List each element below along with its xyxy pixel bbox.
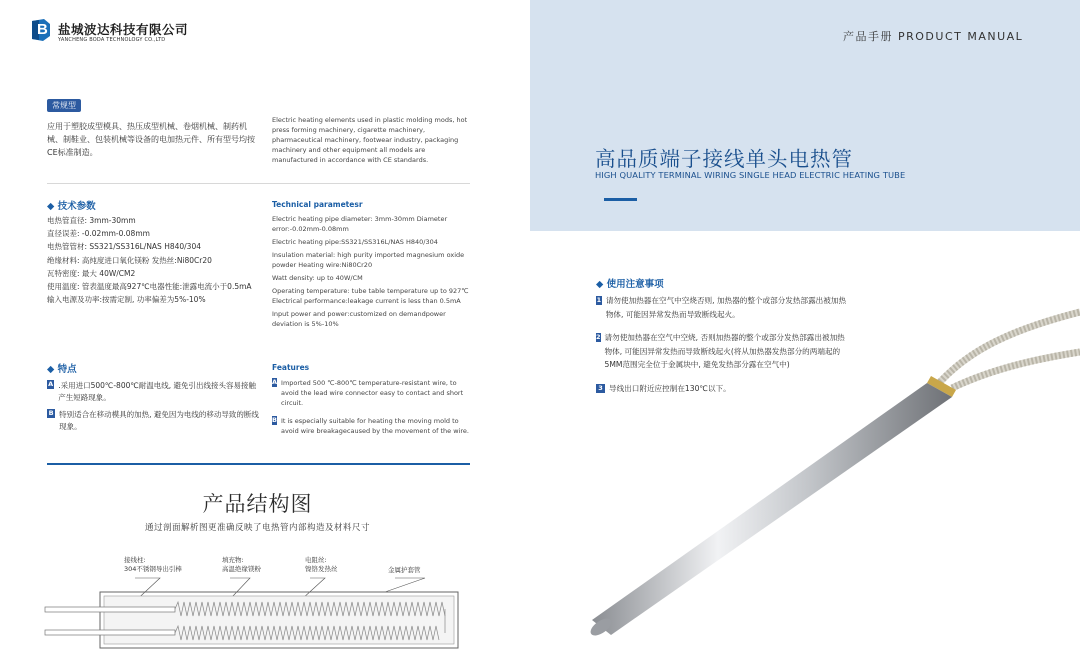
type-tag: 常规型 <box>47 99 81 112</box>
label-desc: 高温绝缘镁粉 <box>222 565 261 573</box>
logo-letter: B <box>37 21 48 38</box>
features-title-zh <box>47 361 77 375</box>
brand-name-en: YANCHENG BODA TECHNOLOGY CO.,LTD <box>58 37 166 43</box>
tech-zh-line: 使用温度: 管表温度最高927℃电器性能:泄露电流小于0.5mA <box>47 282 252 292</box>
label-desc: 镍铬发热丝 <box>305 565 338 573</box>
feature-badge: A <box>272 378 278 386</box>
tech-en-line: Electric heating pipe:SS321/SS316L/NAS H840/304 <box>272 238 438 246</box>
diamond-bullet-icon: ◆ <box>596 279 604 290</box>
tech-en-line: Electric heating pipe diameter: 3mm-30mm Diameter error:-0.02mm-0.08mm <box>272 215 448 233</box>
label-name: 电阻丝: <box>305 556 327 564</box>
tech-en-line: Operating temperature: tube table temperature up to 927℃ Electrical performance:leakage current is less than 0.5mA <box>272 287 469 305</box>
tech-list-en <box>272 214 470 329</box>
diamond-bullet-icon: ◆ <box>47 201 55 212</box>
brand-name-zh: 盐城波达科技有限公司 <box>58 22 189 37</box>
feature-badge: B <box>48 409 54 417</box>
label-name: 填充物: <box>222 556 244 564</box>
section-divider <box>47 463 470 465</box>
tech-list-zh <box>47 214 267 306</box>
note-badge: 2 <box>596 333 601 341</box>
note-text: 导线出口附近应控制在130℃以下。 <box>609 383 731 393</box>
tech-en-line: Input power and power:customized on demandpower deviation is 5%-10% <box>272 310 446 328</box>
tech-zh-line: 直径误差: -0.02mm-0.08mm <box>47 229 150 239</box>
features-list-zh <box>47 380 259 433</box>
note-text: 请勿使加热器在空气中空烧否则, 加热器的整个或部分发热部露出被加热物体, 可能因异常发热而导致断线起火。 <box>605 296 847 319</box>
structure-diagram <box>40 560 480 670</box>
tech-title-zh <box>47 198 96 212</box>
feature-text: 特别适合在移动模具的加热, 避免因为电线的移动导致的断线现象。 <box>59 410 259 431</box>
label-desc: 304不锈钢导出引棒 <box>124 565 182 573</box>
notes-title <box>596 276 664 290</box>
type-description-en: Electric heating elements used in plastic molding mods, hot press forming machinery, cigarette machinery, pharmaceutical machinery, footwear industry, packaging machinery and other equipment all models are manufactured in accordance with CE standards. <box>272 116 468 164</box>
feature-item <box>272 416 470 436</box>
feature-item <box>272 378 470 408</box>
feature-item <box>47 409 259 433</box>
feature-text: .采用进口500℃-800℃耐温电线, 避免引出线接头容易接触产生短路现象。 <box>58 381 257 402</box>
label-name: 金属护套管 <box>388 566 421 574</box>
note-text: 请勿使加热器在空气中空烧, 否则加热器的整个或部分发热部露出被加热物体, 可能因异常发热而导致断线起火(将从加热器发热部分的两端起的5MM范围完全位于金属块中, 避免发热部分露在空气中) <box>604 333 845 369</box>
tech-en-line: Watt density: up to 40W/CM <box>272 274 363 282</box>
notes-title-text: 使用注意事项 <box>606 279 664 290</box>
feature-text: Imported 500 ℃-800℃ temperature-resistant wire, to avoid the lead wire connector easy to contact and short circuit. <box>281 379 464 407</box>
hero-title-zh: 高品质端子接线单头电热管 <box>595 147 853 171</box>
manual-header: 产品手册 PRODUCT MANUAL <box>843 30 1024 43</box>
feature-badge: B <box>272 416 277 424</box>
features-list-en <box>272 378 470 436</box>
note-badge: 3 <box>596 384 605 393</box>
brand-logo <box>30 18 52 42</box>
features-title-en: Features <box>272 363 310 372</box>
features-title-zh-text: 特点 <box>57 364 77 375</box>
divider <box>47 183 470 184</box>
tech-zh-line: 绝缘材料: 高纯度进口氧化镁粉 发热丝:Ni80Cr20 <box>47 255 212 265</box>
type-description-zh: 应用于塑胶成型模具、热压成型机械、卷烟机械、制药机械、制鞋业、包装机械等设备的电加热元件、所有型号均按CE标准制造。 <box>47 122 255 157</box>
tech-title-en: Technical parametesr <box>272 200 363 209</box>
heating-tube-image <box>570 290 1080 670</box>
tech-title-zh-text: 技术参数 <box>57 201 96 212</box>
note-badge: 1 <box>596 296 602 304</box>
hero-title-en: HIGH QUALITY TERMINAL WIRING SINGLE HEAD ELECTRIC HEATING TUBE <box>595 170 906 180</box>
feature-text: It is especially suitable for heating the moving mold to avoid wire breakagecaused by the movement of the wire. <box>280 417 469 435</box>
structure-subtitle: 通过剖面解析图更准确反映了电热管内部构造及材料尺寸 <box>144 523 370 533</box>
tech-zh-line: 瓦特密度: 最大 40W/CM2 <box>47 268 136 278</box>
feature-item <box>47 380 259 404</box>
diamond-bullet-icon: ◆ <box>47 364 55 375</box>
hero-accent-bar <box>604 198 637 201</box>
tech-en-line: Insulation material: high purity imported magnesium oxide powder Heating wire:Ni80Cr20 <box>272 251 465 269</box>
tech-zh-line: 电热管管材: SS321/SS316L/NAS H840/304 <box>47 242 201 252</box>
label-name: 接线柱: <box>124 556 146 564</box>
tech-zh-line: 电热管直径: 3mm-30mm <box>47 216 136 225</box>
tech-zh-line: 输入电源及功率:按需定制, 功率偏差为5%-10% <box>47 295 206 305</box>
feature-badge: A <box>48 380 54 388</box>
structure-title: 产品结构图 <box>202 492 313 516</box>
